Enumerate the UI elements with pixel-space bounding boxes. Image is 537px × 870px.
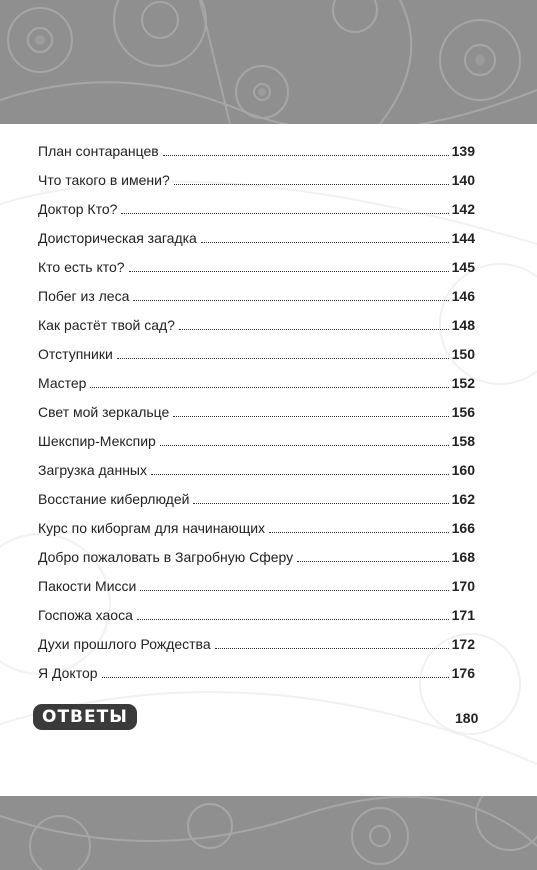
- toc-entry[interactable]: [38, 565, 475, 594]
- toc-dot-leader: [140, 590, 448, 591]
- gear-icon: [0, 0, 537, 124]
- toc-entry[interactable]: [38, 217, 475, 246]
- toc-entry-page: 170: [451, 578, 475, 594]
- toc-dot-leader: [201, 242, 449, 243]
- toc-entry[interactable]: [38, 159, 475, 188]
- toc-entry-page: 176: [451, 665, 475, 681]
- toc-dot-leader: [129, 271, 449, 272]
- toc-dot-leader: [102, 677, 449, 678]
- bottom-decor-band: [0, 796, 537, 870]
- answers-page-number: 180: [455, 710, 479, 726]
- toc-entry-page: 166: [451, 520, 475, 536]
- toc-entry[interactable]: [38, 478, 475, 507]
- toc-dot-leader: [215, 648, 449, 649]
- toc-entry-title: Как растёт твой сад?: [38, 317, 175, 333]
- toc-entry-page: 152: [451, 375, 475, 391]
- toc-dot-leader: [133, 300, 448, 301]
- toc-entry[interactable]: [38, 246, 475, 275]
- toc-entry-title: Доктор Кто?: [38, 201, 118, 217]
- toc-entry-title: Добро пожаловать в Загробную Сферу: [38, 549, 294, 565]
- toc-dot-leader: [297, 561, 448, 562]
- toc-entry[interactable]: [38, 420, 475, 449]
- toc-entry[interactable]: [38, 594, 475, 623]
- toc-entry[interactable]: [38, 188, 475, 217]
- toc-entry[interactable]: [38, 507, 475, 536]
- answers-section[interactable]: [33, 704, 137, 730]
- toc-entry[interactable]: [38, 275, 475, 304]
- toc-entry-title: Свет мой зеркальце: [38, 404, 170, 420]
- toc-dot-leader: [137, 619, 449, 620]
- toc-entry[interactable]: [38, 333, 475, 362]
- table-of-contents: [38, 130, 475, 681]
- toc-entry-page: 148: [451, 317, 475, 333]
- toc-entry-page: 172: [451, 636, 475, 652]
- toc-dot-leader: [174, 184, 449, 185]
- toc-entry[interactable]: [38, 652, 475, 681]
- toc-entry-title: Госпожа хаоса: [38, 607, 133, 623]
- gear-icon: [0, 796, 537, 870]
- toc-entry[interactable]: [38, 130, 475, 159]
- toc-entry-page: 150: [451, 346, 475, 362]
- toc-entry-title: Пакости Мисси: [38, 578, 137, 594]
- toc-entry[interactable]: [38, 449, 475, 478]
- toc-entry-title: Духи прошлого Рождества: [38, 636, 211, 652]
- toc-entry[interactable]: [38, 536, 475, 565]
- toc-entry-page: 171: [451, 607, 475, 623]
- toc-dot-leader: [151, 474, 449, 475]
- toc-entry-title: Побег из леса: [38, 288, 130, 304]
- toc-dot-leader: [121, 213, 448, 214]
- toc-entry-page: 162: [451, 491, 475, 507]
- toc-dot-leader: [173, 416, 448, 417]
- toc-entry[interactable]: [38, 304, 475, 333]
- top-decor-band: [0, 0, 537, 124]
- toc-entry-title: Курс по киборгам для начинающих: [38, 520, 266, 536]
- toc-entry-title: Шекспир-Мекспир: [38, 433, 156, 449]
- toc-entry-page: 139: [451, 143, 475, 159]
- toc-dot-leader: [90, 387, 448, 388]
- toc-dot-leader: [160, 445, 449, 446]
- toc-entry-title: Загрузка данных: [38, 462, 147, 478]
- toc-entry-page: 146: [451, 288, 475, 304]
- toc-entry-title: Я Доктор: [38, 665, 98, 681]
- toc-entry-title: Отступники: [38, 346, 113, 362]
- toc-entry-title: План сонтаранцев: [38, 143, 159, 159]
- toc-dot-leader: [117, 358, 449, 359]
- toc-entry[interactable]: [38, 391, 475, 420]
- toc-dot-leader: [269, 532, 449, 533]
- toc-dot-leader: [163, 155, 449, 156]
- answers-badge: ОТВЕТЫ: [33, 704, 137, 730]
- toc-entry-page: 160: [451, 462, 475, 478]
- toc-entry-page: 145: [451, 259, 475, 275]
- toc-entry-page: 168: [451, 549, 475, 565]
- toc-entry[interactable]: [38, 623, 475, 652]
- toc-entry-title: Восстание киберлюдей: [38, 491, 190, 507]
- toc-dot-leader: [193, 503, 448, 504]
- toc-entry-page: 158: [451, 433, 475, 449]
- toc-entry-page: 156: [451, 404, 475, 420]
- toc-entry-title: Кто есть кто?: [38, 259, 125, 275]
- toc-entry-title: Что такого в имени?: [38, 172, 170, 188]
- toc-entry[interactable]: [38, 362, 475, 391]
- toc-entry-title: Мастер: [38, 375, 87, 391]
- toc-entry-page: 142: [451, 201, 475, 217]
- toc-entry-page: 144: [451, 230, 475, 246]
- toc-entry-page: 140: [451, 172, 475, 188]
- toc-dot-leader: [179, 329, 449, 330]
- toc-entry-title: Доисторическая загадка: [38, 230, 197, 246]
